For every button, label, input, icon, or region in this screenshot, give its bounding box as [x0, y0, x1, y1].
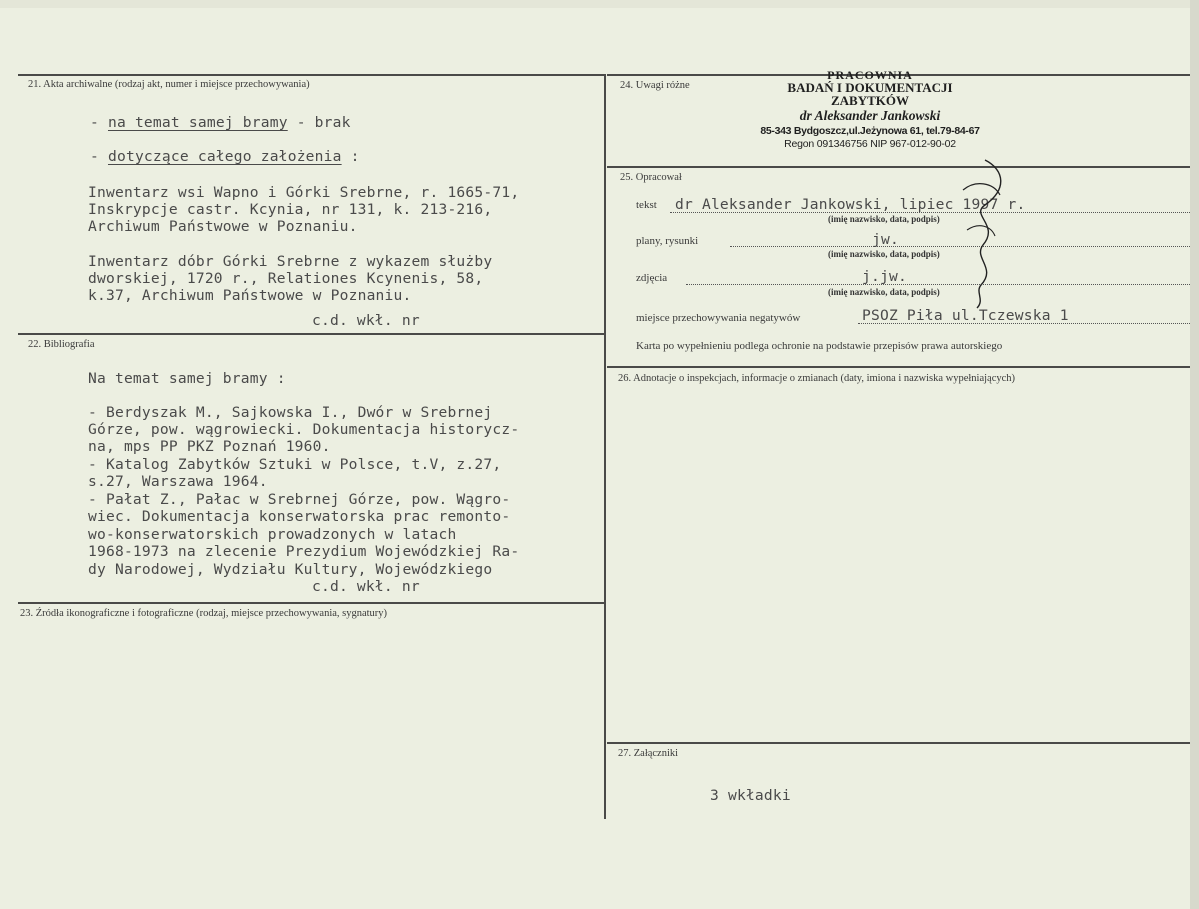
field-21-entry-2-line-3: k.37, Archiwum Państwowe w Poznaniu.	[88, 287, 412, 304]
field-24-label: 24. Uwagi różne	[620, 80, 690, 91]
stamp-line-4: dr Aleksander Jankowski	[799, 108, 941, 123]
stamp-line-2: BADAŃ I DOKUMENTACJI	[787, 80, 953, 95]
field-21-continuation: c.d. wkł. nr	[312, 312, 420, 329]
field-25-label: 25. Opracował	[620, 172, 682, 183]
field-22-line-1: - Berdyszak M., Sajkowska I., Dwór w Srebrnej	[88, 404, 493, 421]
plany-label: plany, rysunki	[636, 235, 699, 247]
negatives-label: miejsce przechowywania negatywów	[636, 312, 801, 324]
plany-hint: (imię nazwisko, data, podpis)	[828, 249, 940, 259]
field-22-heading: Na temat samej bramy :	[88, 370, 286, 387]
top-rule-left	[18, 74, 605, 76]
signature-scribble	[945, 150, 1025, 310]
field-21-label: 21. Akta archiwalne (rodzaj akt, numer i miejsce przechowywania)	[28, 79, 310, 90]
field-21-entry-1-line-2: Inskrypcje castr. Kcynia, nr 131, k. 213-216,	[88, 201, 493, 218]
field-22-line-2: Górze, pow. wągrowiecki. Dokumentacja historycz-	[88, 421, 520, 438]
field-21-entry-1-line-1: Inwentarz wsi Wapno i Górki Srebrne, r. 1665-71,	[88, 184, 520, 201]
field-22-line-6: - Pałat Z., Pałac w Srebrnej Górze, pow. Wągro-	[88, 491, 511, 508]
zdjecia-label: zdjęcia	[636, 272, 668, 284]
field-22-line-7: wiec. Dokumentacja konserwatorska prac remonto-	[88, 508, 511, 525]
field-22-line-10: dy Narodowej, Wydziału Kultury, Wojewódzkiego	[88, 561, 493, 578]
stamp-line-3: ZABYTKÓW	[830, 93, 909, 108]
negatives-value: PSOZ Piła ul.Tczewska 1	[862, 307, 1069, 324]
institution-stamp	[750, 70, 990, 150]
field-21-entry-2-line-1: Inwentarz dóbr Górki Srebrne z wykazem służby	[88, 253, 493, 270]
zdjecia-hint: (imię nazwisko, data, podpis)	[828, 287, 940, 297]
rule-25-26	[607, 366, 1190, 368]
rule-21-22	[18, 333, 605, 335]
field-22-line-9: 1968-1973 na zlecenie Prezydium Wojewódzkiej Ra-	[88, 543, 520, 560]
field-21-entry-2-line-2: dworskiej, 1720 r., Relationes Kcynenis, 58,	[88, 270, 484, 287]
zdjecia-dotted-line	[686, 284, 1190, 285]
field-22-line-3: na, mps PP PKZ Poznań 1960.	[88, 438, 331, 455]
field-22-line-5: s.27, Warszawa 1964.	[88, 473, 268, 490]
stamp-line-5: 85-343 Bydgoszcz,ul.Jeżynowa 61, tel.79-84-67	[760, 125, 980, 137]
stamp-line-6: Regon 091346756 NIP 967-012-90-02	[784, 138, 956, 150]
field-22-label: 22. Bibliografia	[28, 339, 95, 350]
field-21-line-zalozenia: - dotyczące całego założenia :	[90, 148, 360, 165]
field-23-label: 23. Źródła ikonograficzne i fotograficzne (rodzaj, miejsce przechowywania, sygnatury)	[20, 608, 388, 619]
zdjecia-value: j.jw.	[862, 268, 907, 285]
field-22-line-8: wo-konserwatorskich prowadzonych w latach	[88, 526, 457, 543]
field-21-line-bramy: - na temat samej bramy - brak	[90, 114, 351, 131]
rule-22-23	[18, 602, 605, 604]
paper-top-edge	[0, 0, 1199, 8]
copyright-note: Karta po wypełnieniu podlega ochronie na podstawie przepisów prawa autorskiego	[636, 340, 1003, 352]
plany-value: jw.	[872, 231, 899, 248]
field-22-line-4: - Katalog Zabytków Sztuki w Polsce, t.V, z.27,	[88, 456, 502, 473]
field-26-label: 26. Adnotacje o inspekcjach, informacje o zmianach (daty, imiona i nazwiska wypełniających)	[618, 373, 1016, 384]
tekst-label: tekst	[636, 199, 657, 211]
field-27-value: 3 wkładki	[710, 787, 791, 804]
stamp-line-1: PRACOWNIA	[827, 68, 913, 82]
field-22-continuation: c.d. wkł. nr	[312, 578, 420, 595]
rule-26-27	[607, 742, 1190, 744]
center-divider	[604, 74, 606, 819]
rule-24-25	[607, 166, 1190, 168]
field-21-entry-1-line-3: Archiwum Państwowe w Poznaniu.	[88, 218, 358, 235]
field-27-label: 27. Załączniki	[618, 748, 679, 759]
tekst-value: dr Aleksander Jankowski, lipiec 1997 r.	[675, 196, 1026, 213]
tekst-hint: (imię nazwisko, data, podpis)	[828, 214, 940, 224]
paper-right-edge	[1190, 0, 1199, 909]
